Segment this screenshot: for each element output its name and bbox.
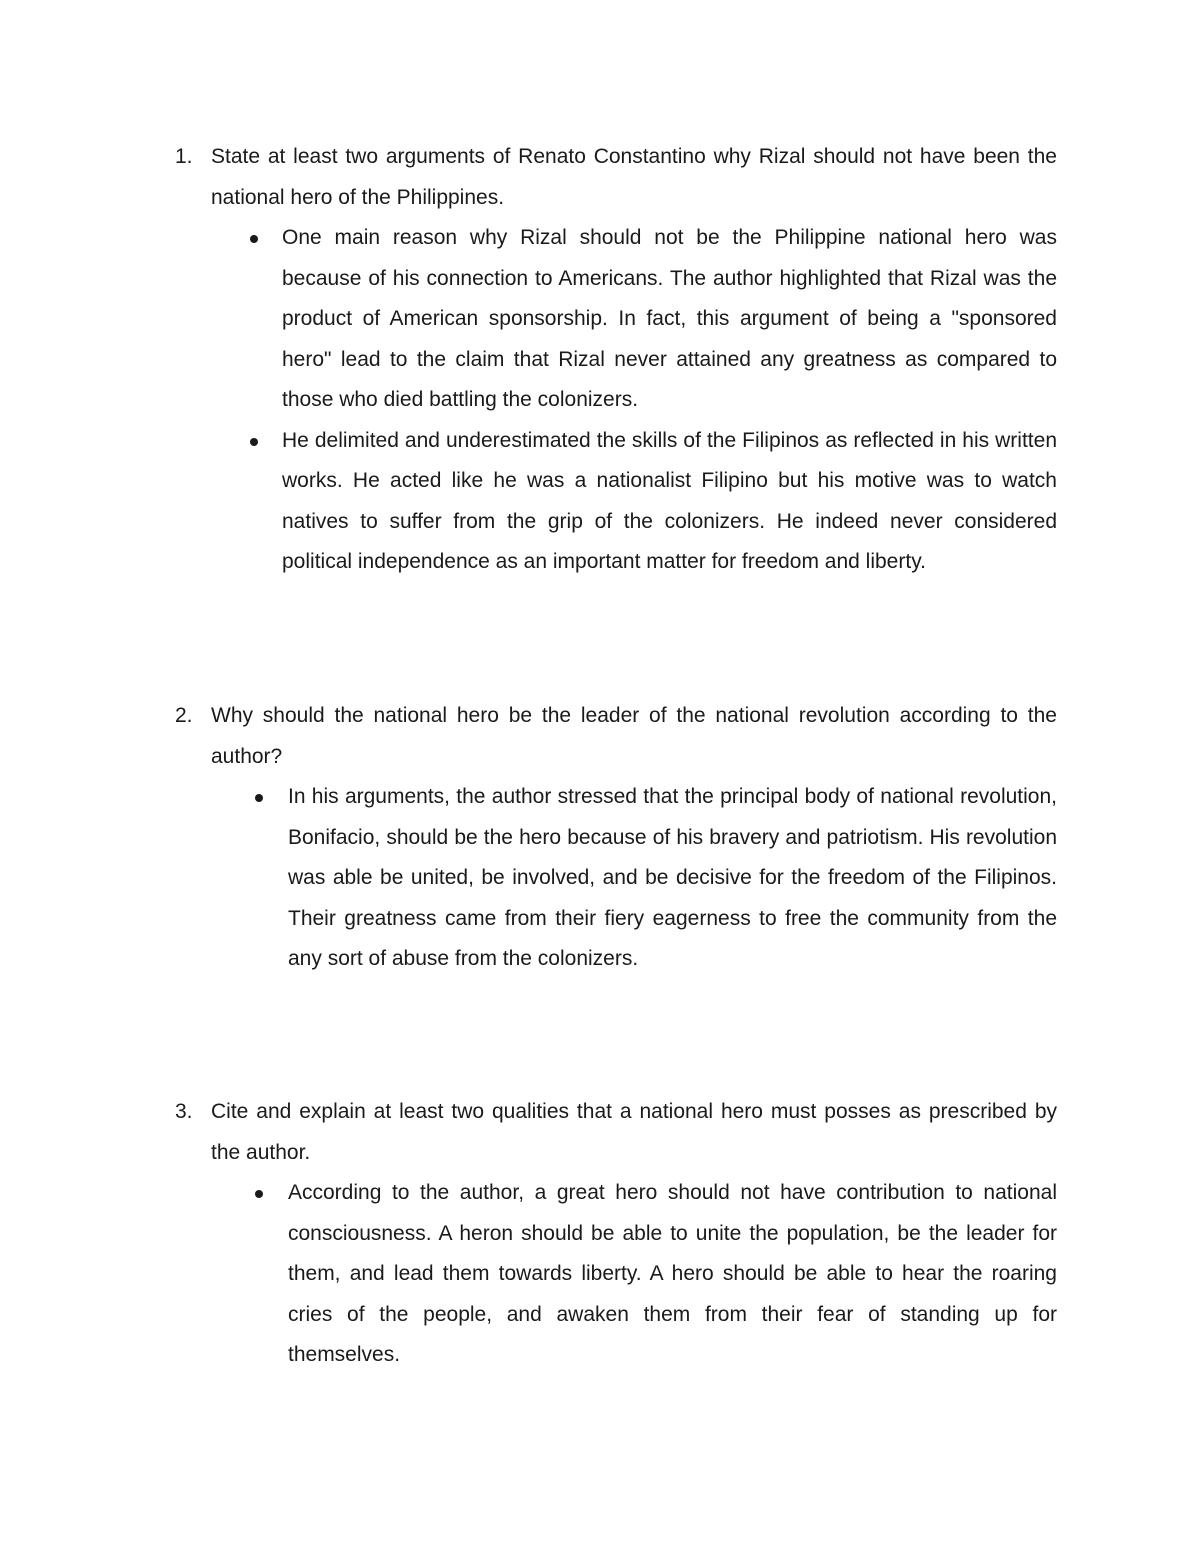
question-number: 2. [175, 704, 193, 727]
bullet-dot-icon [250, 438, 258, 446]
bullet-dot-icon [255, 794, 263, 802]
bullet-dot-icon [250, 235, 258, 243]
answer-text: In his arguments, the author stressed that the principal body of national revolution, Bonifacio, should be the hero because of his bravery and patriotism. His revolution was able be united, be involved, and be decisive for the freedom of the Filipinos. Their greatness came from their fiery eagerness to free the community from the any sort of abuse from the colonizers. [288, 785, 1057, 970]
question-text: Why should the national hero be the leader of the national revolution according to the author? [211, 704, 1057, 768]
question-2 [175, 696, 1057, 980]
answer-bullet [288, 1173, 1057, 1376]
answer-text: He delimited and underestimated the skills of the Filipinos as reflected in his written works. He acted like he was a nationalist Filipino but his motive was to watch natives to suffer from the grip of the colonizers. He indeed never considered political independence as an important matter for freedom and liberty. [282, 428, 1057, 573]
question-number: 1. [175, 145, 193, 168]
answer-bullet [282, 421, 1057, 583]
question-text: Cite and explain at least two qualities that a national hero must posses as prescribed by the author. [211, 1100, 1057, 1164]
answer-bullet [282, 218, 1057, 421]
answer-text: According to the author, a great hero should not have contribution to national consciousness. A heron should be able to unite the population, be the leader for them, and lead them towards liberty. A hero should be able to hear the roaring cries of the people, and awaken them from their fear of standing up for themselves. [288, 1181, 1057, 1366]
question-text: State at least two arguments of Renato Constantino why Rizal should not have been the national hero of the Philippines. [211, 145, 1057, 209]
answer-bullet [288, 777, 1057, 980]
answer-text: One main reason why Rizal should not be the Philippine national hero was because of his connection to Americans. The author highlighted that Rizal was the product of American sponsorship. In fact, this argument of being a "sponsored hero" lead to the claim that Rizal never attained any greatness as compared to those who died battling the colonizers. [282, 226, 1057, 411]
bullet-dot-icon [255, 1190, 263, 1198]
question-3 [175, 1092, 1057, 1376]
question-number: 3. [175, 1100, 193, 1123]
question-1 [175, 137, 1057, 583]
